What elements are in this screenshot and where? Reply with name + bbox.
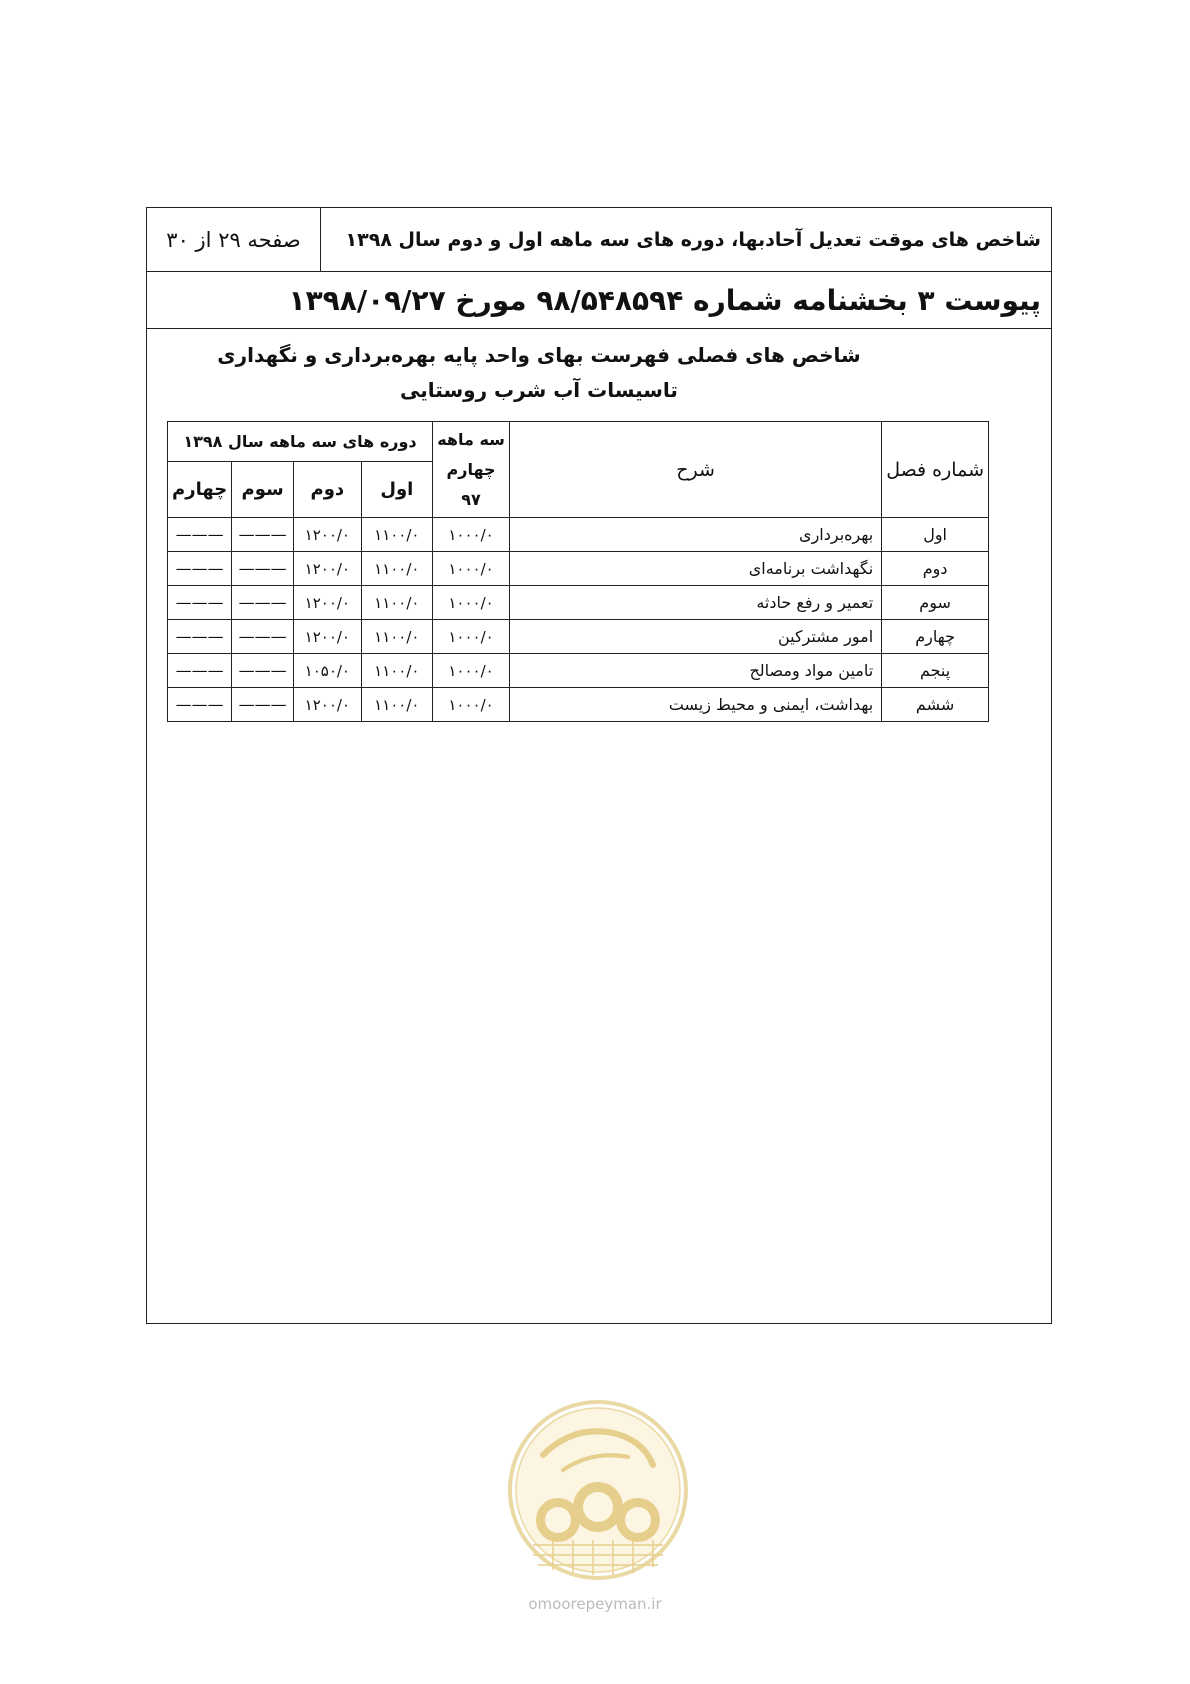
q1-cell: ۱۱۰۰/۰ (361, 654, 432, 688)
chapter-cell: دوم (882, 552, 989, 586)
header-q4: چهارم (168, 462, 232, 518)
q4-cell: ——— (168, 620, 232, 654)
page-number: صفحه ۲۹ از ۳۰ (147, 208, 321, 271)
description-cell: تامین مواد ومصالح (510, 654, 882, 688)
q2-cell: ۱۲۰۰/۰ (294, 552, 362, 586)
q97-cell: ۱۰۰۰/۰ (433, 518, 510, 552)
q97-cell: ۱۰۰۰/۰ (433, 552, 510, 586)
description-cell: بهداشت، ایمنی و محیط زیست (510, 688, 882, 722)
chapter-cell: اول (882, 518, 989, 552)
q4-cell: ——— (168, 552, 232, 586)
index-table (167, 421, 989, 722)
q97-cell: ۱۰۰۰/۰ (433, 654, 510, 688)
q2-cell: ۱۲۰۰/۰ (294, 586, 362, 620)
table-row (168, 586, 989, 620)
chapter-cell: سوم (882, 586, 989, 620)
table-row (168, 552, 989, 586)
q3-cell: ——— (232, 654, 294, 688)
q2-cell: ۱۲۰۰/۰ (294, 518, 362, 552)
description-cell: تعمیر و رفع حادثه (510, 586, 882, 620)
q3-cell: ——— (232, 688, 294, 722)
q1-cell: ۱۱۰۰/۰ (361, 518, 432, 552)
q97-cell: ۱۰۰۰/۰ (433, 620, 510, 654)
q2-cell: ۱۰۵۰/۰ (294, 654, 362, 688)
q3-cell: ——— (232, 620, 294, 654)
q1-cell: ۱۱۰۰/۰ (361, 688, 432, 722)
q2-cell: ۱۲۰۰/۰ (294, 688, 362, 722)
header-q2: دوم (294, 462, 362, 518)
q97-cell: ۱۰۰۰/۰ (433, 586, 510, 620)
table-row (168, 654, 989, 688)
q4-cell: ——— (168, 654, 232, 688)
description-cell: نگهداشت برنامه‌ای (510, 552, 882, 586)
header-row (147, 208, 1051, 272)
table-row (168, 620, 989, 654)
q1-cell: ۱۱۰۰/۰ (361, 552, 432, 586)
q1-cell: ۱۱۰۰/۰ (361, 586, 432, 620)
header-description: شرح (510, 422, 882, 518)
q97-cell: ۱۰۰۰/۰ (433, 688, 510, 722)
gear-logo-icon (503, 1395, 693, 1585)
table-title-line1: شاخص های فصلی فهرست بهای واحد پایه بهره‌برداری و نگهداری (217, 343, 861, 367)
circular-reference: پیوست ۳ بخشنامه شماره ۹۸/۵۴۸۵۹۴ مورخ ۱۳۹۸/۰۹/۲۷ (147, 272, 1051, 329)
description-cell: بهره‌برداری (510, 518, 882, 552)
header-q3: سوم (232, 462, 294, 518)
q1-cell: ۱۱۰۰/۰ (361, 620, 432, 654)
q4-cell: ——— (168, 688, 232, 722)
table-row (168, 518, 989, 552)
table-row (168, 688, 989, 722)
watermark-logo (503, 1395, 693, 1585)
header-q4-1397: سه ماهه چهارم ۹۷ (433, 422, 510, 518)
header-1398-group: دوره های سه ماهه سال ۱۳۹۸ (168, 422, 433, 462)
document-frame (146, 207, 1052, 1324)
q2-cell: ۱۲۰۰/۰ (294, 620, 362, 654)
chapter-cell: ششم (882, 688, 989, 722)
q3-cell: ——— (232, 552, 294, 586)
table-title-line2: تاسیسات آب شرب روستایی (400, 378, 678, 402)
description-cell: امور مشترکین (510, 620, 882, 654)
watermark-site: omoorepeyman.ir (528, 1595, 662, 1613)
q3-cell: ——— (232, 586, 294, 620)
q4-cell: ——— (168, 586, 232, 620)
chapter-cell: چهارم (882, 620, 989, 654)
document-title: شاخص های موقت تعدیل آحادبها، دوره های سه ماهه اول و دوم سال ۱۳۹۸ (345, 228, 1041, 251)
q3-cell: ——— (232, 518, 294, 552)
header-q1: اول (361, 462, 432, 518)
q4-cell: ——— (168, 518, 232, 552)
chapter-cell: پنجم (882, 654, 989, 688)
header-chapter: شماره فصل (882, 422, 989, 518)
